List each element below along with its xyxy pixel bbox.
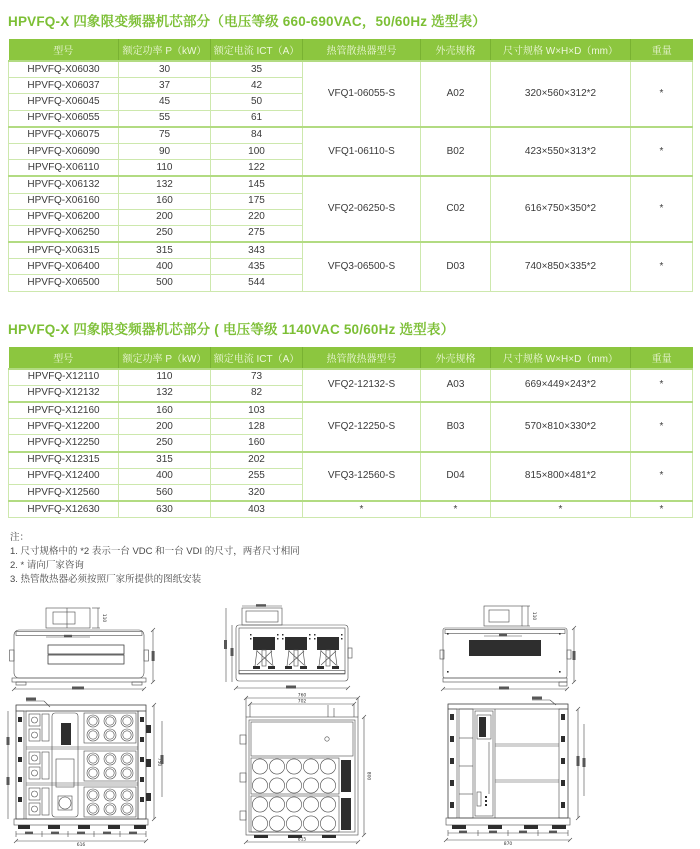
svg-text:870: 870 (503, 842, 513, 847)
svg-text:760: 760 (297, 693, 307, 699)
svg-text:110: 110 (531, 611, 536, 621)
cell-power: 200 (119, 209, 211, 225)
cell-heatsink: VFQ2-12250-S (303, 402, 421, 452)
cell-model: HPVFQ-X06250 (9, 225, 119, 242)
cell-power: 250 (119, 435, 211, 452)
cell-weight: * (631, 242, 693, 291)
cell-heatsink: * (303, 501, 421, 518)
cell-power: 160 (119, 193, 211, 209)
cell-power: 500 (119, 275, 211, 291)
cell-dims: 570×810×330*2 (491, 402, 631, 452)
cell-model: HPVFQ-X12132 (9, 385, 119, 402)
cell-current: 122 (211, 160, 303, 177)
module-stands (253, 650, 339, 669)
capacitor-rings (84, 713, 136, 817)
cell-model: HPVFQ-X06160 (9, 193, 119, 209)
drawing-top-view-vent-b (437, 603, 577, 695)
column-header: 热管散热器型号 (303, 39, 421, 61)
cell-dims: 616×750×350*2 (491, 176, 631, 242)
notes-label: 注： (10, 532, 30, 544)
cell-dims: * (491, 501, 631, 518)
cell-weight: * (631, 127, 693, 177)
cell-power: 630 (119, 501, 211, 518)
cell-model: HPVFQ-X06132 (9, 176, 119, 193)
svg-text:110: 110 (101, 613, 106, 623)
cell-power: 37 (119, 78, 211, 94)
cabinet-frame (448, 704, 568, 818)
table-row (9, 452, 693, 469)
cell-weight: * (631, 176, 693, 242)
cell-model: HPVFQ-X06045 (9, 94, 119, 110)
cell-current: 403 (211, 501, 303, 518)
cell-model: HPVFQ-X06055 (9, 110, 119, 127)
cell-model: HPVFQ-X06110 (9, 160, 119, 177)
note-item: 1. 尺寸规格中的 *2 表示一台 VDC 和一台 VDI 的尺寸，两者尺寸相同 (10, 546, 300, 558)
svg-text:815: 815 (297, 837, 307, 843)
cell-model: HPVFQ-X06030 (9, 61, 119, 78)
unit-body (236, 625, 348, 681)
note-item: 2. * 请向厂家咨询 (10, 560, 84, 572)
column-header: 型号 (9, 347, 119, 369)
cell-current: 82 (211, 385, 303, 402)
cell-power: 315 (119, 242, 211, 259)
table-row (9, 501, 693, 518)
column-header: 型号 (9, 39, 119, 61)
cell-current: 103 (211, 402, 303, 419)
cell-heatsink: VFQ2-06250-S (303, 176, 421, 242)
selection-table-1140vac (8, 347, 693, 519)
cell-model: HPVFQ-X12250 (9, 435, 119, 452)
cell-current: 100 (211, 143, 303, 159)
cell-weight: * (631, 61, 693, 127)
cell-power: 110 (119, 160, 211, 177)
cell-power: 55 (119, 110, 211, 127)
column-header: 外壳规格 (421, 39, 491, 61)
table-row (9, 242, 693, 259)
table-row (9, 369, 693, 386)
cell-case: B03 (421, 402, 491, 452)
cell-model: HPVFQ-X12630 (9, 501, 119, 518)
svg-text:702: 702 (297, 699, 307, 705)
drawing-front-view-cabinet-b (432, 696, 592, 846)
table-row (9, 61, 693, 78)
cell-current: 42 (211, 78, 303, 94)
left-compartment (459, 709, 473, 818)
cell-power: 250 (119, 225, 211, 242)
cell-heatsink: VFQ1-06055-S (303, 61, 421, 127)
column-header: 额定功率 P（kW） (119, 39, 211, 61)
cell-current: 255 (211, 468, 303, 484)
table-header-row (9, 39, 693, 61)
cell-current: 73 (211, 369, 303, 386)
cell-model: HPVFQ-X06037 (9, 78, 119, 94)
cell-power: 75 (119, 127, 211, 144)
technical-drawings (0, 597, 700, 849)
cell-case: B02 (421, 127, 491, 177)
table-row (9, 176, 693, 193)
cell-power: 132 (119, 385, 211, 402)
cell-weight: * (631, 369, 693, 402)
cell-model: HPVFQ-X12200 (9, 419, 119, 435)
top-duct (484, 606, 522, 626)
svg-text:616: 616 (76, 843, 86, 848)
center-column (52, 713, 78, 817)
cell-current: 343 (211, 242, 303, 259)
terminal-blocks (29, 714, 49, 815)
cell-current: 435 (211, 259, 303, 275)
cell-case: * (421, 501, 491, 518)
cell-model: HPVFQ-X12400 (9, 468, 119, 484)
cell-model: HPVFQ-X06315 (9, 242, 119, 259)
cell-current: 35 (211, 61, 303, 78)
cell-case: D04 (421, 452, 491, 502)
drawing-front-view-capacitor-banks (226, 693, 374, 847)
cell-dims: 669×449×243*2 (491, 369, 631, 402)
cell-dims: 740×850×335*2 (491, 242, 631, 291)
selection-table-660-690vac (8, 39, 693, 292)
top-duct (46, 608, 90, 628)
cell-power: 560 (119, 484, 211, 501)
cell-model: HPVFQ-X06075 (9, 127, 119, 144)
cell-power: 132 (119, 176, 211, 193)
cell-dims: 320×560×312*2 (491, 61, 631, 127)
cell-model: HPVFQ-X06090 (9, 143, 119, 159)
igbt-modules (250, 634, 343, 650)
cell-model: HPVFQ-X12160 (9, 402, 119, 419)
column-header: 尺寸规格 W×H×D（mm） (491, 347, 631, 369)
cell-current: 61 (211, 110, 303, 127)
column-header: 外壳规格 (421, 347, 491, 369)
cabinet-frame (16, 705, 146, 819)
capacitor-bank-lower (251, 796, 351, 832)
column-header: 重量 (631, 347, 693, 369)
cell-current: 84 (211, 127, 303, 144)
cell-power: 160 (119, 402, 211, 419)
vent-grille (469, 640, 541, 656)
cell-case: D03 (421, 242, 491, 291)
cell-heatsink: VFQ2-12132-S (303, 369, 421, 402)
cell-model: HPVFQ-X12110 (9, 369, 119, 386)
note-item: 3. 热管散热器必须按照厂家所提供的图纸安装 (10, 574, 202, 586)
cell-model: HPVFQ-X06500 (9, 275, 119, 291)
cell-power: 110 (119, 369, 211, 386)
vent-grille (48, 645, 124, 664)
cell-current: 175 (211, 193, 303, 209)
top-duct (242, 608, 282, 625)
drawing-top-view-vent-a (6, 606, 161, 694)
column-header: 尺寸规格 W×H×D（mm） (491, 39, 631, 61)
column-header: 额定电流 ICT（A） (211, 347, 303, 369)
cell-case: A03 (421, 369, 491, 402)
svg-text:750: 750 (156, 757, 161, 767)
cell-current: 160 (211, 435, 303, 452)
table-header-row (9, 347, 693, 369)
column-header: 额定电流 ICT（A） (211, 39, 303, 61)
center-panel (475, 711, 493, 816)
column-header: 额定功率 P（kW） (119, 347, 211, 369)
cell-power: 45 (119, 94, 211, 110)
drawing-front-view-cabinet-a (4, 697, 172, 847)
cell-current: 320 (211, 484, 303, 501)
table-row (9, 127, 693, 144)
cell-weight: * (631, 501, 693, 518)
cell-heatsink: VFQ3-06500-S (303, 242, 421, 291)
svg-text:800: 800 (365, 771, 371, 781)
cell-power: 400 (119, 259, 211, 275)
top-panel (251, 722, 353, 756)
cell-power: 30 (119, 61, 211, 78)
cell-power: 400 (119, 468, 211, 484)
column-header: 热管散热器型号 (303, 347, 421, 369)
cell-current: 128 (211, 419, 303, 435)
notes-block (10, 531, 700, 587)
cell-weight: * (631, 452, 693, 502)
cell-model: HPVFQ-X06200 (9, 209, 119, 225)
cell-current: 544 (211, 275, 303, 291)
table-row (9, 402, 693, 419)
cell-current: 145 (211, 176, 303, 193)
cell-model: HPVFQ-X06400 (9, 259, 119, 275)
cell-heatsink: VFQ1-06110-S (303, 127, 421, 177)
cell-current: 275 (211, 225, 303, 242)
cell-power: 90 (119, 143, 211, 159)
cell-current: 220 (211, 209, 303, 225)
capacitor-bank-upper (251, 758, 351, 794)
cell-current: 202 (211, 452, 303, 469)
cell-heatsink: VFQ3-12560-S (303, 452, 421, 502)
cell-weight: * (631, 402, 693, 452)
cell-power: 315 (119, 452, 211, 469)
column-header: 重量 (631, 39, 693, 61)
drawing-top-view-modules (222, 604, 362, 696)
cell-dims: 815×800×481*2 (491, 452, 631, 502)
cell-dims: 423×550×313*2 (491, 127, 631, 177)
cell-case: C02 (421, 176, 491, 242)
cell-case: A02 (421, 61, 491, 127)
table1-title: HPVFQ-X 四象限变频器机芯部分（电压等级 660-690VAC，50/60Hz 选型表） (8, 14, 486, 29)
cell-model: HPVFQ-X12315 (9, 452, 119, 469)
cell-power: 200 (119, 419, 211, 435)
table2-title: HPVFQ-X 四象限变频器机芯部分 ( 电压等级 1140VAC 50/60Hz 选型表） (8, 321, 455, 337)
cell-current: 50 (211, 94, 303, 110)
cell-model: HPVFQ-X12560 (9, 484, 119, 501)
